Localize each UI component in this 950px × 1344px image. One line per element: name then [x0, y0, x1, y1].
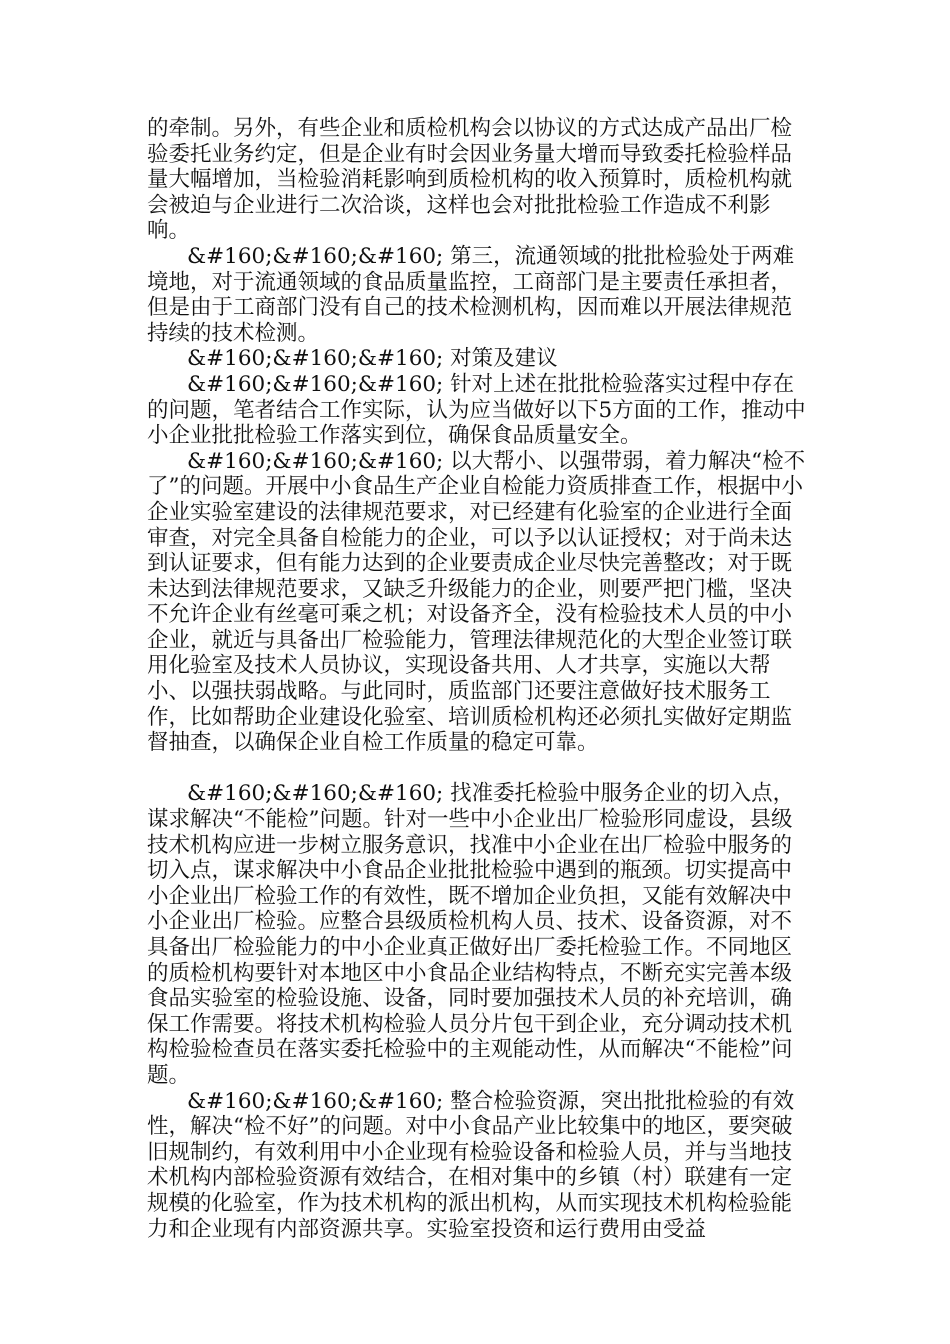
paragraph-3: &#160;&#160;&#160; 针对上述在批批检验落实过程中存在的问题，笔者结合工作实际，认为应当做好以下5方面的工作，推动中小企业批批检验工作落实到位，确保食品质量安全。 [147, 371, 806, 449]
paragraph-gap [147, 756, 807, 782]
paragraph-5: &#160;&#160;&#160; 找准委托检验中服务企业的切入点，谋求解决“不能检”问题。针对一些中小企业出厂检验形同虚设，县级技术机构应进一步树立服务意识，找准中小企业在出厂检验中服务的切入点，谋求解决中小食品企业批批检验中遇到的瓶颈。切实提高中小企业出厂检验工作的有效性，既不增加企业负担，又能有效解决中小企业出厂检验。应整合县级质检机构人员、技术、设备资源，对不具备出厂检验能力的中小企业真正做好出厂委托检验工作。不同地区的质检机构要针对本地区中小食品企业结构特点，不断充实完善本级食品实验室的检验设施、设备，同时要加强技术人员的补充培训，确保工作需要。将技术机构检验人员分片包干到企业，充分调动技术机构检验检查员在落实委托检验中的主观能动性，从而解决“不能检”问题。 [147, 781, 795, 1088]
document-body [147, 116, 807, 1242]
paragraph-2: &#160;&#160;&#160; 第三，流通领域的批批检验处于两难境地，对于流通领域的食品质量监控，工商部门是主要责任承担者，但是由于工商部门没有自己的技术检测机构，因而难以开展法律规范持续的技术检测。 [147, 243, 795, 346]
section-heading: &#160;&#160;&#160; 对策及建议 [187, 346, 558, 372]
paragraph-4: &#160;&#160;&#160; 以大帮小、以强带弱，着力解决“检不了”的问题。开展中小食品生产企业自检能力资质排查工作，根据中小企业实验室建设的法律规范要求，对已经建有化验室的企业进行全面审查，对完全具备自检能力的企业，可以予以认证授权；对于尚未达到认证要求，但有能力达到的企业要责成企业尽快完善整改；对于既未达到法律规范要求，又缺乏升级能力的企业，则要严把门槛，坚决不允许企业有丝毫可乘之机；对设备齐全，没有检验技术人员的中小企业，就近与具备出厂检验能力，管理法律规范化的大型企业签订联用化验室及技术人员协议，实现设备共用、人才共享，实施以大帮小、以强扶弱战略。与此同时，质监部门还要注意做好技术服务工作，比如帮助企业建设化验室、培训质检机构还必须扎实做好定期监督抽查，以确保企业自检工作质量的稳定可靠。 [147, 448, 806, 756]
paragraph-6: &#160;&#160;&#160; 整合检验资源，突出批批检验的有效性，解决“检不好”的问题。对中小食品产业比较集中的地区，要突破旧规制约，有效利用中小企业现有检验设备和检验人员，并与当地技术机构内部检验资源有效结合，在相对集中的乡镇（村）联建有一定规模的化验室，作为技术机构的派出机构，从而实现技术机构检验能力和企业现有内部资源共享。实验室投资和运行费用由受益 [147, 1088, 795, 1242]
paragraph-1: 的牵制。另外，有些企业和质检机构会以协议的方式达成产品出厂检验委托业务约定，但是企业有时会因业务量大增而导致委托检验样品量大幅增加，当检验消耗影响到质检机构的收入预算时，质检机构就会被迫与企业进行二次洽谈，这样也会对批批检验工作造成不利影响。 [147, 116, 793, 244]
